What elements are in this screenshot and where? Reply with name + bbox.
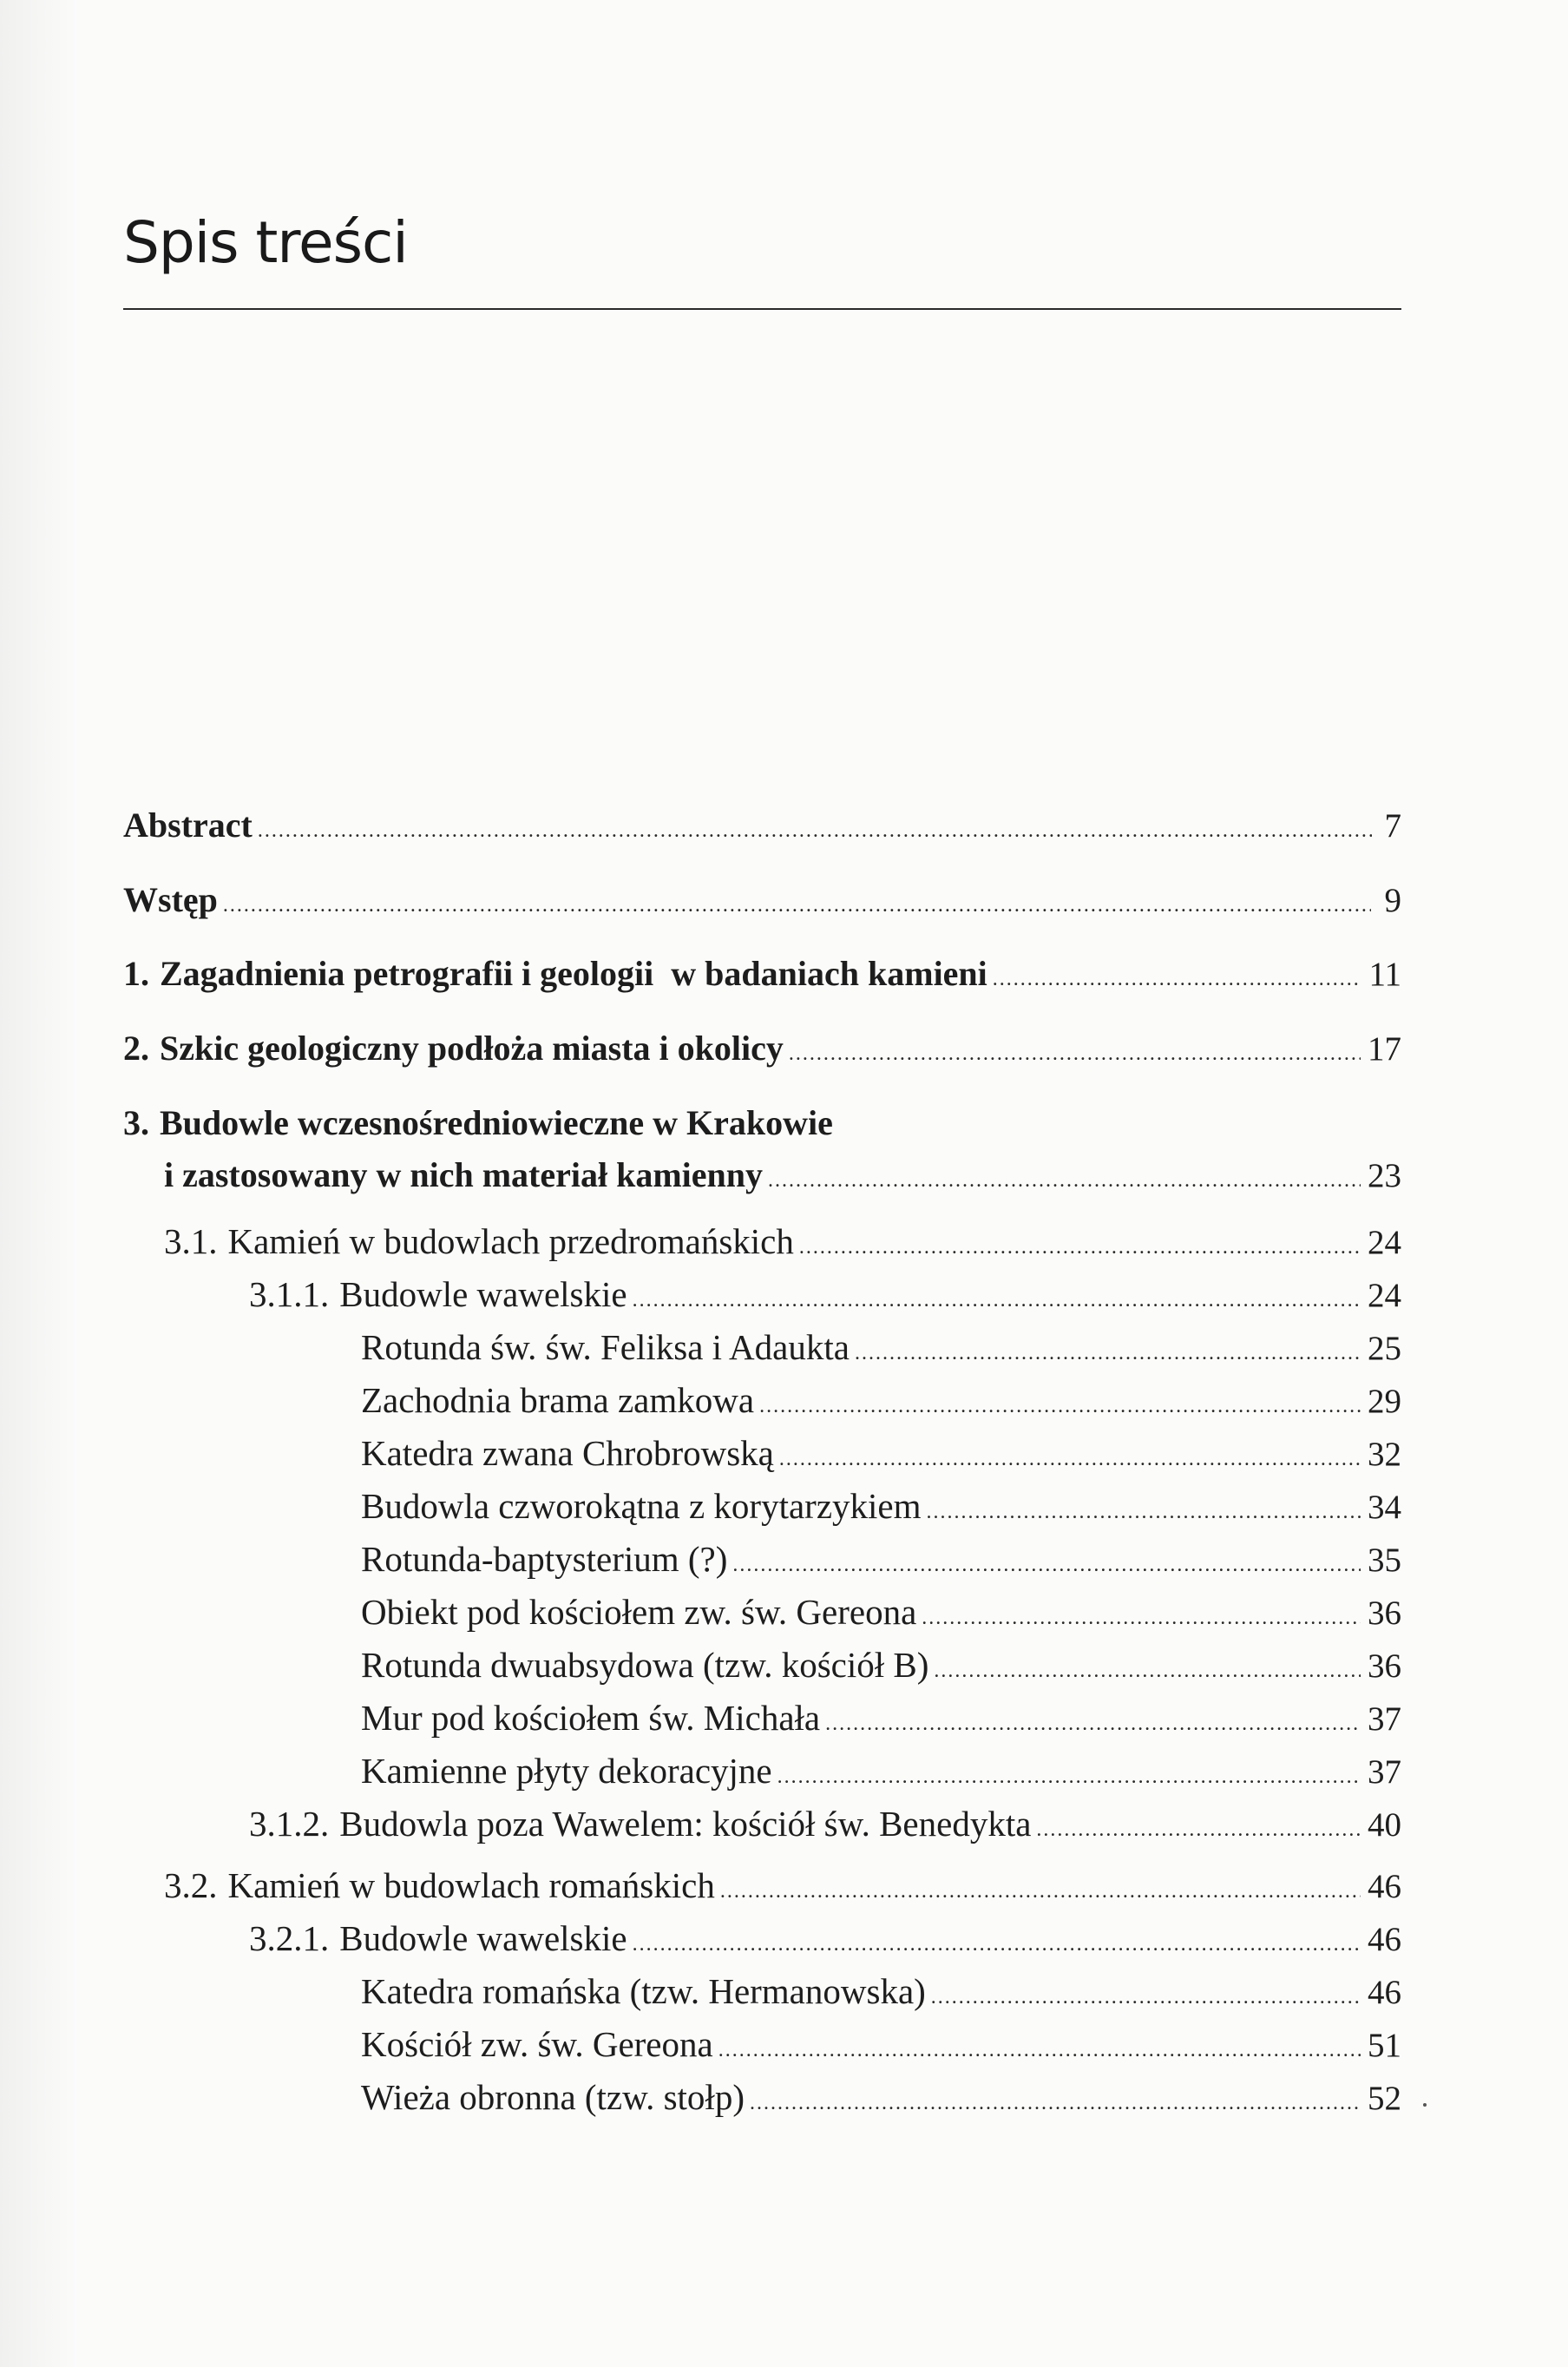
dot-leader [799, 1236, 1361, 1259]
toc-entry-title: Mur pod kościołem św. Michała [361, 1698, 821, 1738]
toc-page-number: 40 [1368, 1806, 1401, 1844]
toc-page-number: 25 [1368, 1330, 1401, 1367]
toc-page-number: 35 [1368, 1542, 1401, 1579]
dot-leader [993, 968, 1362, 991]
toc-page-number: 9 [1384, 882, 1401, 919]
dot-leader [922, 1607, 1361, 1630]
dot-leader [855, 1342, 1361, 1365]
toc-page-number: 23 [1368, 1157, 1401, 1194]
toc-entry-section-3-2[interactable] [164, 1864, 1401, 1906]
toc-entry-title: Budowla poza Wawelem: kościół św. Benedykta [339, 1804, 1032, 1844]
dot-leader [732, 1554, 1361, 1577]
dot-leader [934, 1660, 1361, 1683]
toc-entry-obiekt-gereona[interactable] [361, 1591, 1401, 1633]
dot-leader [1036, 1818, 1361, 1842]
toc-entry-title: Obiekt pod kościołem zw. św. Gereona [361, 1592, 917, 1632]
dot-leader [750, 2092, 1361, 2115]
dot-leader [223, 894, 1371, 917]
toc-entry-title: Budowla czworokątna z korytarzykiem [361, 1486, 922, 1526]
toc-entry-wieza-obronna[interactable] [361, 2076, 1401, 2118]
toc-entry-title: Budowle wczesnośredniowieczne w Krakowie [160, 1103, 833, 1142]
toc-entry-number: 3.1. [164, 1221, 218, 1261]
toc-page-number: 46 [1368, 1868, 1401, 1905]
toc-entry-title: Kamień w budowlach przedromańskich [227, 1221, 794, 1261]
toc-entry-chapter-3[interactable] [123, 1102, 1401, 1143]
toc-entry-title: Budowle wawelskie [339, 1274, 627, 1314]
dot-leader [825, 1713, 1361, 1736]
toc-page-number: 52 [1368, 2080, 1401, 2117]
toc-entry-rotunda-feliksa[interactable] [361, 1326, 1401, 1368]
toc-entry-section-3-1[interactable] [164, 1220, 1401, 1262]
toc-entry-title: Rotunda-baptysterium (?) [361, 1539, 728, 1579]
toc-entry-abstract[interactable] [123, 805, 1401, 845]
toc-entry-title: Rotunda dwuabsydowa (tzw. kościół B) [361, 1645, 929, 1685]
toc-entry-title: Katedra zwana Chrobrowską [361, 1433, 774, 1473]
toc-entry-zachodnia-brama[interactable] [361, 1379, 1401, 1421]
toc-entry-chapter-1[interactable] [123, 953, 1401, 994]
toc-entry-number: 3.2. [164, 1865, 218, 1905]
dot-leader [779, 1448, 1361, 1471]
toc-entry-title: Kamień w budowlach romańskich [227, 1865, 715, 1905]
toc-entry-rotunda-dwuabsydowa[interactable] [361, 1644, 1401, 1686]
dot-leader [768, 1169, 1361, 1193]
toc-entry-budowla-czworokatna[interactable] [361, 1485, 1401, 1527]
toc-entry-mur-michala[interactable] [361, 1697, 1401, 1739]
toc-page-number: 7 [1384, 807, 1401, 845]
toc-entry-chapter-3-continued[interactable] [164, 1154, 1401, 1195]
toc-entry-title: Zachodnia brama zamkowa [361, 1380, 755, 1420]
toc-entry-title: Katedra romańska (tzw. Hermanowska) [361, 1971, 926, 2011]
toc-entry-title: Wieża obronna (tzw. stołp) [361, 2077, 745, 2117]
dot-leader [777, 1765, 1361, 1789]
toc-entry-katedra-chrobrowska[interactable] [361, 1432, 1401, 1474]
toc-page-number: 37 [1368, 1753, 1401, 1791]
dot-leader [718, 2039, 1361, 2062]
toc-entry-number: 3. [123, 1103, 149, 1142]
page-title: Spis treści [123, 209, 408, 276]
toc-entry-kosciol-gereona[interactable] [361, 2023, 1401, 2065]
toc-entry-title: Kamienne płyty dekoracyjne [361, 1751, 772, 1791]
toc-entry-title: Budowle wawelskie [339, 1918, 627, 1958]
toc-page-number: 29 [1368, 1383, 1401, 1420]
toc-entry-title: Rotunda św. św. Feliksa i Adaukta [361, 1327, 850, 1367]
dot-leader [789, 1042, 1361, 1066]
toc-entry-title: Wstęp [123, 880, 218, 919]
toc-page-number: 37 [1368, 1700, 1401, 1738]
toc-page-number: 24 [1368, 1277, 1401, 1314]
dot-leader [633, 1933, 1361, 1956]
toc-page-number: 32 [1368, 1436, 1401, 1473]
dot-leader [633, 1289, 1361, 1312]
scan-speck [1423, 2103, 1427, 2107]
toc-entry-title: Szkic geologiczny podłoża miasta i okolicy [160, 1029, 784, 1068]
dot-leader [931, 1986, 1361, 2009]
toc-entry-section-3-1-1[interactable] [249, 1273, 1401, 1315]
toc-entry-plyty-dekoracyjne[interactable] [361, 1750, 1401, 1792]
toc-page-number: 34 [1368, 1489, 1401, 1526]
toc-page-number: 24 [1368, 1224, 1401, 1261]
toc-page-number: 36 [1368, 1594, 1401, 1632]
toc-entry-wstep[interactable] [123, 879, 1401, 920]
toc-page-number: 46 [1368, 1921, 1401, 1958]
toc-entry-number: 2. [123, 1029, 149, 1068]
toc-entry-katedra-romanska[interactable] [361, 1970, 1401, 2012]
toc-entry-number: 3.1.2. [249, 1804, 330, 1844]
toc-entry-number: 3.1.1. [249, 1274, 330, 1314]
toc-entry-title: i zastosowany w nich materiał kamienny [164, 1155, 763, 1194]
toc-page-number: 51 [1368, 2027, 1401, 2064]
toc-entry-title: Zagadnienia petrografii i geologii w badaniach kamieni [160, 954, 987, 993]
toc-entry-number: 3.2.1. [249, 1918, 330, 1958]
toc-page-number: 46 [1368, 1974, 1401, 2011]
toc-entry-rotunda-baptysterium[interactable] [361, 1538, 1401, 1580]
dot-leader [759, 1395, 1361, 1418]
toc-page-number: 11 [1368, 956, 1401, 993]
toc-entry-section-3-2-1[interactable] [249, 1917, 1401, 1959]
toc-entry-section-3-1-2[interactable] [249, 1803, 1401, 1844]
dot-leader [258, 819, 1372, 843]
toc-page-number: 17 [1368, 1030, 1401, 1068]
toc-page-number: 36 [1368, 1647, 1401, 1685]
dot-leader [927, 1501, 1361, 1524]
toc-entry-chapter-2[interactable] [123, 1028, 1401, 1068]
toc-entry-number: 1. [123, 954, 149, 993]
dot-leader [720, 1880, 1361, 1903]
toc-entry-title: Abstract [123, 805, 253, 845]
toc-entry-title: Kościół zw. św. Gereona [361, 2024, 713, 2064]
